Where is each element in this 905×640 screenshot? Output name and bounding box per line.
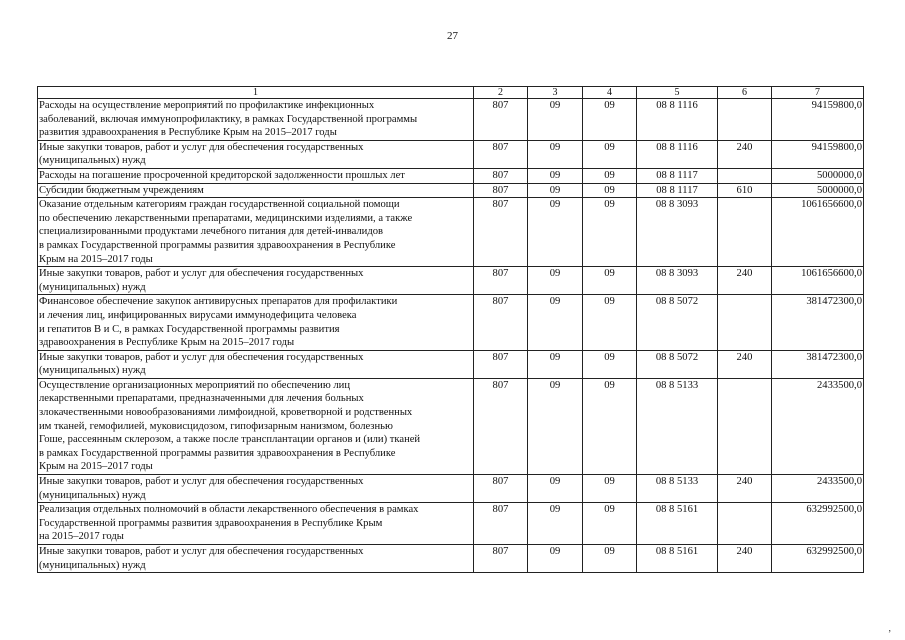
amount-cell: 5000000,0 (772, 183, 864, 198)
ministry-code-cell: 807 (474, 140, 528, 168)
expense-name-cell: Иные закупки товаров, работ и услуг для обеспечения государственных (муниципальных) нужд (38, 140, 474, 168)
section-code-cell: 09 (528, 378, 583, 474)
ministry-code-cell: 807 (474, 267, 528, 295)
ministry-code-cell: 807 (474, 99, 528, 141)
expense-name-cell: Иные закупки товаров, работ и услуг для обеспечения государственных (муниципальных) нужд (38, 267, 474, 295)
amount-cell: 632992500,0 (772, 545, 864, 573)
subsection-code-cell: 09 (583, 168, 637, 183)
expense-type-cell: 240 (718, 475, 772, 503)
ministry-code-cell: 807 (474, 295, 528, 350)
expense-type-cell (718, 168, 772, 183)
section-code-cell: 09 (528, 183, 583, 198)
section-code-cell: 09 (528, 503, 583, 545)
expense-type-cell (718, 295, 772, 350)
table-row (38, 267, 864, 295)
section-code-cell: 09 (528, 99, 583, 141)
expense-type-cell: 240 (718, 350, 772, 378)
table-row (38, 198, 864, 267)
target-article-cell: 08 8 3093 (637, 198, 718, 267)
section-code-cell: 09 (528, 168, 583, 183)
ministry-code-cell: 807 (474, 475, 528, 503)
table-row (38, 378, 864, 474)
ministry-code-cell: 807 (474, 545, 528, 573)
table-row (38, 350, 864, 378)
table-row (38, 168, 864, 183)
column-header: 3 (528, 87, 583, 99)
expense-type-cell (718, 378, 772, 474)
target-article-cell: 08 8 5133 (637, 378, 718, 474)
expense-type-cell: 240 (718, 545, 772, 573)
table-body (38, 99, 864, 573)
amount-cell: 2433500,0 (772, 475, 864, 503)
ministry-code-cell: 807 (474, 503, 528, 545)
amount-cell: 632992500,0 (772, 503, 864, 545)
section-code-cell: 09 (528, 350, 583, 378)
amount-cell: 1061656600,0 (772, 267, 864, 295)
table-row (38, 99, 864, 141)
section-code-cell: 09 (528, 475, 583, 503)
subsection-code-cell: 09 (583, 198, 637, 267)
column-header: 4 (583, 87, 637, 99)
expense-name-cell: Оказание отдельным категориям граждан государственной социальной помощи по обеспечению лекарственными препаратами, медицинскими изделиями, а также специализированными продуктами лечебного питания для детей-инвалидов в рамках Государственной программы развития здравоохранения в Республике Крым на 2015–2017 годы (38, 198, 474, 267)
table-row (38, 503, 864, 545)
subsection-code-cell: 09 (583, 378, 637, 474)
target-article-cell: 08 8 5133 (637, 475, 718, 503)
column-number-row (38, 87, 864, 99)
expense-name-cell: Иные закупки товаров, работ и услуг для обеспечения государственных (муниципальных) нужд (38, 475, 474, 503)
scan-mark: , (888, 623, 891, 634)
column-header: 2 (474, 87, 528, 99)
expense-name-cell: Финансовое обеспечение закупок антивирусных препаратов для профилактики и лечения лиц, инфицированных вирусами иммунодефицита человека и гепатитов В и С, в рамках Государственной программы развития здравоохранения в Республике Крым на 2015–2017 годы (38, 295, 474, 350)
ministry-code-cell: 807 (474, 183, 528, 198)
ministry-code-cell: 807 (474, 378, 528, 474)
subsection-code-cell: 09 (583, 267, 637, 295)
expense-type-cell: 240 (718, 267, 772, 295)
table-row (38, 295, 864, 350)
subsection-code-cell: 09 (583, 295, 637, 350)
column-header: 6 (718, 87, 772, 99)
ministry-code-cell: 807 (474, 350, 528, 378)
expense-name-cell: Субсидии бюджетным учреждениям (38, 183, 474, 198)
expense-type-cell: 240 (718, 140, 772, 168)
target-article-cell: 08 8 5072 (637, 350, 718, 378)
subsection-code-cell: 09 (583, 545, 637, 573)
amount-cell: 5000000,0 (772, 168, 864, 183)
target-article-cell: 08 8 3093 (637, 267, 718, 295)
subsection-code-cell: 09 (583, 140, 637, 168)
subsection-code-cell: 09 (583, 99, 637, 141)
expense-name-cell: Реализация отдельных полномочий в области лекарственного обеспечения в рамках Государственной программы развития здравоохранения в Республике Крым на 2015–2017 годы (38, 503, 474, 545)
amount-cell: 381472300,0 (772, 350, 864, 378)
subsection-code-cell: 09 (583, 350, 637, 378)
column-header: 5 (637, 87, 718, 99)
section-code-cell: 09 (528, 140, 583, 168)
section-code-cell: 09 (528, 267, 583, 295)
subsection-code-cell: 09 (583, 503, 637, 545)
target-article-cell: 08 8 5161 (637, 503, 718, 545)
amount-cell: 1061656600,0 (772, 198, 864, 267)
section-code-cell: 09 (528, 545, 583, 573)
table-row (38, 475, 864, 503)
expense-type-cell (718, 198, 772, 267)
budget-table (37, 86, 864, 573)
expense-name-cell: Расходы на осуществление мероприятий по профилактике инфекционных заболеваний, включая иммунопрофилактику, в рамках Государственной программы развития здравоохранения в Республике Крым на 2015–2017 годы (38, 99, 474, 141)
expense-name-cell: Иные закупки товаров, работ и услуг для обеспечения государственных (муниципальных) нужд (38, 350, 474, 378)
page-number: 27 (447, 30, 458, 42)
amount-cell: 94159800,0 (772, 140, 864, 168)
expense-name-cell: Осуществление организационных мероприятий по обеспечению лиц лекарственными препаратами, предназначенными для лечения больных злокачественными новообразованиями лимфоидной, кроветворной и родственных им тканей, гемофилией, муковисцидозом, гипофизарным нанизмом, болезнью Гоше, рассеянным склерозом, а также после трансплантации органов и (или) тканей в рамках Государственной программы развития здравоохранения в Республике Крым на 2015–2017 годы (38, 378, 474, 474)
expense-type-cell (718, 99, 772, 141)
table-row (38, 545, 864, 573)
section-code-cell: 09 (528, 295, 583, 350)
target-article-cell: 08 8 1116 (637, 99, 718, 141)
amount-cell: 2433500,0 (772, 378, 864, 474)
expense-name-cell: Расходы на погашение просроченной кредиторской задолженности прошлых лет (38, 168, 474, 183)
ministry-code-cell: 807 (474, 198, 528, 267)
target-article-cell: 08 8 1116 (637, 140, 718, 168)
table-row (38, 140, 864, 168)
target-article-cell: 08 8 1117 (637, 183, 718, 198)
table-row (38, 183, 864, 198)
expense-type-cell (718, 503, 772, 545)
ministry-code-cell: 807 (474, 168, 528, 183)
expense-type-cell: 610 (718, 183, 772, 198)
target-article-cell: 08 8 5072 (637, 295, 718, 350)
section-code-cell: 09 (528, 198, 583, 267)
target-article-cell: 08 8 1117 (637, 168, 718, 183)
subsection-code-cell: 09 (583, 475, 637, 503)
target-article-cell: 08 8 5161 (637, 545, 718, 573)
amount-cell: 381472300,0 (772, 295, 864, 350)
expense-name-cell: Иные закупки товаров, работ и услуг для обеспечения государственных (муниципальных) нужд (38, 545, 474, 573)
column-header: 7 (772, 87, 864, 99)
subsection-code-cell: 09 (583, 183, 637, 198)
amount-cell: 94159800,0 (772, 99, 864, 141)
column-header: 1 (38, 87, 474, 99)
